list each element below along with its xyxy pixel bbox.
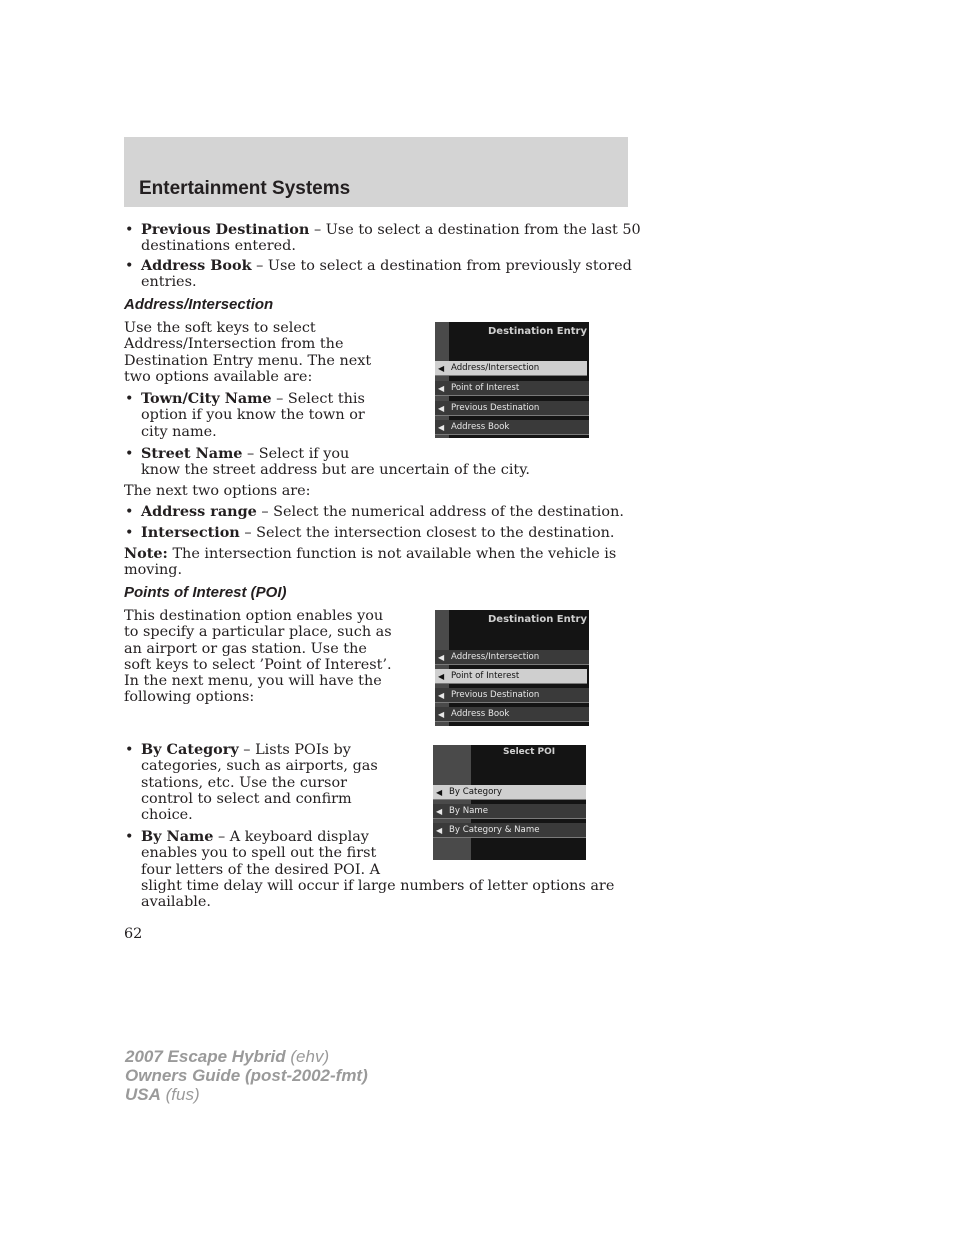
screen-title: Destination Entry — [488, 326, 587, 337]
line: This destination option enables you — [124, 608, 384, 624]
destination-entry-screen-1 — [435, 322, 589, 438]
note-text: The intersection function is not available when the vehicle is — [167, 546, 617, 562]
option-label: Address Book — [451, 422, 510, 432]
bullet-dot: • — [125, 525, 134, 541]
option-label: Previous Destination — [451, 690, 540, 700]
desc: – Use to select a destination from the last 50 — [309, 222, 641, 238]
bullet-dot: • — [125, 829, 134, 845]
footer-market: USA — [125, 1085, 161, 1104]
option-label: By Name — [449, 806, 489, 816]
desc: entries. — [141, 274, 197, 291]
left-arrow-icon: ◀ — [436, 788, 443, 797]
option-label: By Category — [449, 787, 502, 797]
next-options-text: The next two options are: — [124, 483, 311, 499]
section-heading-address-intersection: Address/Intersection — [124, 296, 274, 313]
bullet-dot: • — [125, 742, 134, 758]
option-point-of-interest[interactable] — [435, 669, 587, 684]
left-arrow-icon: ◀ — [438, 364, 445, 373]
option-label: Point of Interest — [451, 671, 520, 681]
desc: available. — [141, 894, 211, 911]
destination-entry-screen-2 — [435, 610, 589, 726]
term: Town/City Name — [141, 390, 272, 407]
option-address-intersection[interactable] — [435, 650, 589, 665]
desc: – Select if you — [242, 446, 350, 462]
footer-code: (fus) — [160, 1085, 200, 1104]
screen-side-band — [433, 745, 471, 860]
page-number: 62 — [124, 926, 143, 942]
desc: categories, such as airports, gas — [141, 758, 378, 775]
option-previous-destination[interactable] — [435, 401, 589, 416]
by-category-item — [141, 742, 378, 823]
left-arrow-icon: ◀ — [438, 384, 445, 393]
screen-title: Select POI — [503, 747, 556, 757]
term: Address Book — [141, 257, 252, 274]
option-label: Address Book — [451, 709, 510, 719]
term: Street Name — [141, 445, 243, 462]
desc: choice. — [141, 807, 193, 824]
option-point-of-interest[interactable] — [435, 381, 589, 396]
intersection-item — [141, 525, 614, 541]
address-range-item — [141, 504, 624, 520]
option-label: Address/Intersection — [451, 363, 540, 373]
desc: option if you know the town or — [141, 407, 365, 424]
note — [124, 546, 616, 579]
left-arrow-icon: ◀ — [438, 672, 445, 681]
note-label: Note: — [124, 545, 168, 562]
left-arrow-icon: ◀ — [438, 423, 445, 432]
option-label: Point of Interest — [451, 383, 520, 393]
term: Previous Destination — [141, 221, 310, 238]
left-arrow-icon: ◀ — [436, 807, 443, 816]
screen-title: Destination Entry — [488, 614, 587, 625]
desc: – Select the intersection closest to the destination. — [239, 525, 615, 541]
option-address-book[interactable] — [435, 707, 589, 722]
bullet-dot: • — [125, 446, 134, 462]
desc: know the street address but are uncertain of the city. — [141, 462, 530, 479]
line: In the next menu, you will have the — [124, 673, 382, 690]
line: an airport or gas station. Use the — [124, 640, 367, 657]
desc: – Select the numerical address of the destination. — [256, 504, 624, 520]
option-label: Address/Intersection — [451, 652, 540, 662]
option-by-name[interactable] — [433, 804, 586, 819]
option-label: By Category & Name — [449, 825, 540, 835]
footer-guide: Owners Guide (post-2002-fmt) — [125, 1066, 368, 1085]
bullet-dot: • — [125, 222, 134, 238]
section1-intro — [124, 320, 371, 385]
term: By Category — [141, 741, 239, 758]
note-text: moving. — [124, 562, 183, 579]
line: to specify a particular place, such as — [124, 624, 392, 641]
desc: destinations entered. — [141, 238, 296, 255]
street-name-item — [141, 446, 530, 479]
left-arrow-icon: ◀ — [438, 653, 445, 662]
desc: four letters of the desired POI. A — [141, 861, 381, 878]
bullet-dot: • — [125, 258, 134, 274]
option-by-category-and-name[interactable] — [433, 823, 586, 838]
option-address-book[interactable] — [435, 420, 589, 435]
desc: slight time delay will occur if large numbers of letter options are — [141, 877, 615, 894]
left-arrow-icon: ◀ — [438, 710, 445, 719]
desc: – Use to select a destination from previously stored — [251, 258, 632, 274]
term: Intersection — [141, 524, 240, 541]
section-heading-poi: Points of Interest (POI) — [124, 584, 287, 601]
line: soft keys to select ’Point of Interest’. — [124, 656, 392, 673]
footer — [125, 1047, 368, 1104]
line: Address/Intersection from the — [124, 336, 344, 353]
desc: – A keyboard display — [213, 829, 369, 845]
option-previous-destination[interactable] — [435, 688, 589, 703]
option-label: Previous Destination — [451, 403, 540, 413]
page-title: Entertainment Systems — [139, 178, 351, 199]
footer-model: 2007 Escape Hybrid — [125, 1047, 286, 1066]
option-by-category[interactable] — [433, 785, 586, 800]
line: following options: — [124, 689, 255, 706]
footer-code: (ehv) — [285, 1047, 330, 1066]
term: By Name — [141, 828, 214, 845]
line: two options available are: — [124, 368, 313, 385]
left-arrow-icon: ◀ — [438, 404, 445, 413]
bullet-dot: • — [125, 391, 134, 407]
desc: enables you to spell out the first — [141, 845, 377, 862]
desc: stations, etc. Use the cursor — [141, 774, 347, 791]
town-city-item — [141, 391, 365, 440]
address-book-item — [141, 258, 632, 291]
desc: city name. — [141, 423, 217, 440]
desc: control to select and confirm — [141, 790, 352, 807]
bullet-dot: • — [125, 504, 134, 520]
previous-destination-item — [141, 222, 641, 255]
left-arrow-icon: ◀ — [436, 826, 443, 835]
section2-intro — [124, 608, 392, 706]
line: Destination Entry menu. The next — [124, 352, 372, 369]
desc: – Select this — [271, 391, 365, 407]
left-arrow-icon: ◀ — [438, 691, 445, 700]
desc: – Lists POIs by — [238, 742, 351, 758]
select-poi-screen — [433, 745, 586, 860]
term: Address range — [141, 503, 257, 520]
line: Use the soft keys to select — [124, 320, 316, 336]
option-address-intersection[interactable] — [435, 361, 587, 376]
